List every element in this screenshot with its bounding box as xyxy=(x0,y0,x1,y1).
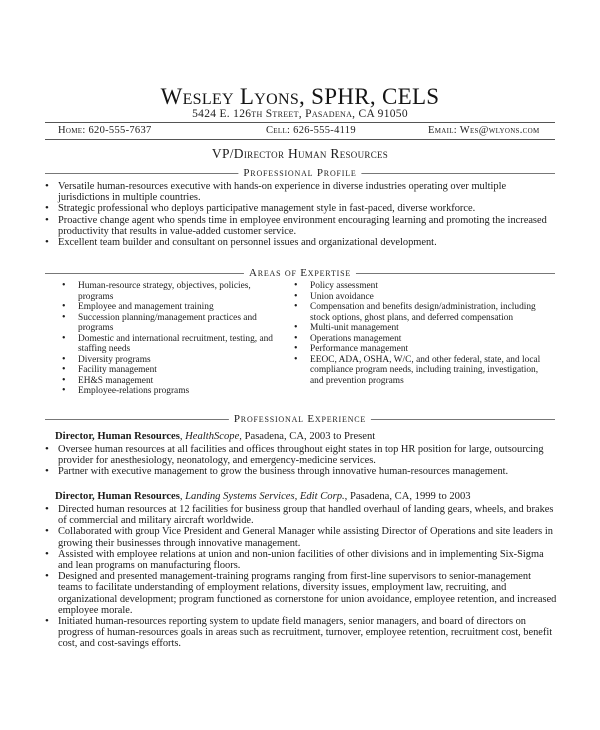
job-heading-landing-systems: Director, Human Resources, Landing Systems Services, Edit Corp., Pasadena, CA, 1999 to 2003 xyxy=(55,491,471,502)
list-item: • Proactive change agent who spends time in employee environment encouraging learning and promoting the increased productivity that results in value-added customer service. xyxy=(42,215,557,237)
list-item: • Compensation and benefits design/administration, including stock options, ghost plans, and deferred compensation xyxy=(290,302,545,323)
job-bullets-healthscope xyxy=(42,444,557,478)
company-name: Landing Systems Services, Edit Corp. xyxy=(185,491,345,502)
list-item: • Designed and presented management-training programs ranging from first-line supervisors to senior-management teams to facilitate understanding of employment relations, diversity issues, employment law, recruiting, and organizational development; program functioned as cornerstone for union avoidance, employee retention, and increased employee morale. xyxy=(42,571,557,616)
list-item: • Strategic professional who deploys participative management style in fast-paced, diverse workforce. xyxy=(42,203,557,214)
section-label: Professional Profile xyxy=(238,167,361,179)
email[interactable]: Email: Wes@wlyons.com xyxy=(428,125,540,136)
list-item: • Performance management xyxy=(290,344,545,355)
job-title: VP/Director Human Resources xyxy=(211,146,389,161)
section-label: Areas of Expertise xyxy=(244,267,356,279)
list-item: • Employee-relations programs xyxy=(58,386,280,397)
list-item: • Excellent team builder and consultant on personnel issues and organizational development. xyxy=(42,237,557,248)
list-item: • Operations management xyxy=(290,334,545,345)
expertise-section-heading xyxy=(45,267,555,279)
section-label: Professional Experience xyxy=(229,413,371,425)
list-item: • Directed human resources at 12 facilities for business group that handled overhaul of landing gears, wheels, and brakes of commercial and military aircraft worldwide. xyxy=(42,504,557,526)
job-bullets-landing-systems xyxy=(42,504,557,650)
job-heading-healthscope: Director, Human Resources, HealthScope, Pasadena, CA, 2003 to Present xyxy=(55,431,376,442)
list-item: • Domestic and international recruitment, testing, and staffing needs xyxy=(58,334,280,355)
expertise-left-list xyxy=(58,281,280,397)
list-item: • EH&S management xyxy=(58,376,280,387)
list-item: • Union avoidance xyxy=(290,292,545,303)
list-item: • Human-resource strategy, objectives, policies, programs xyxy=(58,281,280,302)
job-title: Director, Human Resources xyxy=(55,431,180,442)
candidate-name: Wesley Lyons, SPHR, CELS xyxy=(160,84,440,109)
list-item: • Employee and management training xyxy=(58,302,280,313)
company-name: HealthScope xyxy=(185,431,240,442)
job-location-dates: , Pasadena, CA, 2003 to Present xyxy=(239,431,376,442)
cell-phone: Cell: 626-555-4119 xyxy=(266,125,356,136)
list-item: • Succession planning/management practices and programs xyxy=(58,313,280,334)
address: 5424 E. 126th Street, Pasadena, CA 91050 xyxy=(192,108,408,120)
job-location-dates: , Pasadena, CA, 1999 to 2003 xyxy=(344,491,471,502)
list-item: • Collaborated with group Vice President and General Manager while assisting Director of Operations and site leaders in growing their businesses through innovative management. xyxy=(42,526,557,548)
list-item: • Multi-unit management xyxy=(290,323,545,334)
list-item: • Diversity programs xyxy=(58,355,280,366)
list-item: • Oversee human resources at all facilities and offices throughout eight states in top HR position for large, outsourcing provider for anesthesiology, neonatology, and emergency-medicine services. xyxy=(42,444,557,466)
list-item: • Initiated human-resources reporting system to update field managers, senior managers, and board of directors on progress of human-resources goals in areas such as recruitment, turnover, employee retention, recruitment cost, benefit cost, and cost-savings efforts. xyxy=(42,616,557,650)
home-phone: Home: 620-555-7637 xyxy=(58,125,152,136)
profile-section-heading xyxy=(45,167,555,179)
list-item: • Facility management xyxy=(58,365,280,376)
list-item: • Partner with executive management to grow the business through innovative human-resources management. xyxy=(42,466,557,477)
job-title: Director, Human Resources xyxy=(55,491,180,502)
header-divider-bottom xyxy=(45,139,555,140)
profile-list xyxy=(42,181,557,248)
list-item: • Policy assessment xyxy=(290,281,545,292)
list-item: • EEOC, ADA, OSHA, W/C, and other federal, state, and local compliance program needs, including training, investigation, and prevention programs xyxy=(290,355,545,387)
list-item: • Assisted with employee relations at union and non-union facilities of other divisions and in implementing Six-Sigma and lean programs on manufacturing floors. xyxy=(42,549,557,571)
list-item: • Versatile human-resources executive with hands-on experience in diverse industries operating over multiple jurisdictions in multiple countries. xyxy=(42,181,557,203)
expertise-right-list xyxy=(290,281,545,386)
header-divider-top xyxy=(45,122,555,123)
experience-section-heading xyxy=(45,413,555,425)
